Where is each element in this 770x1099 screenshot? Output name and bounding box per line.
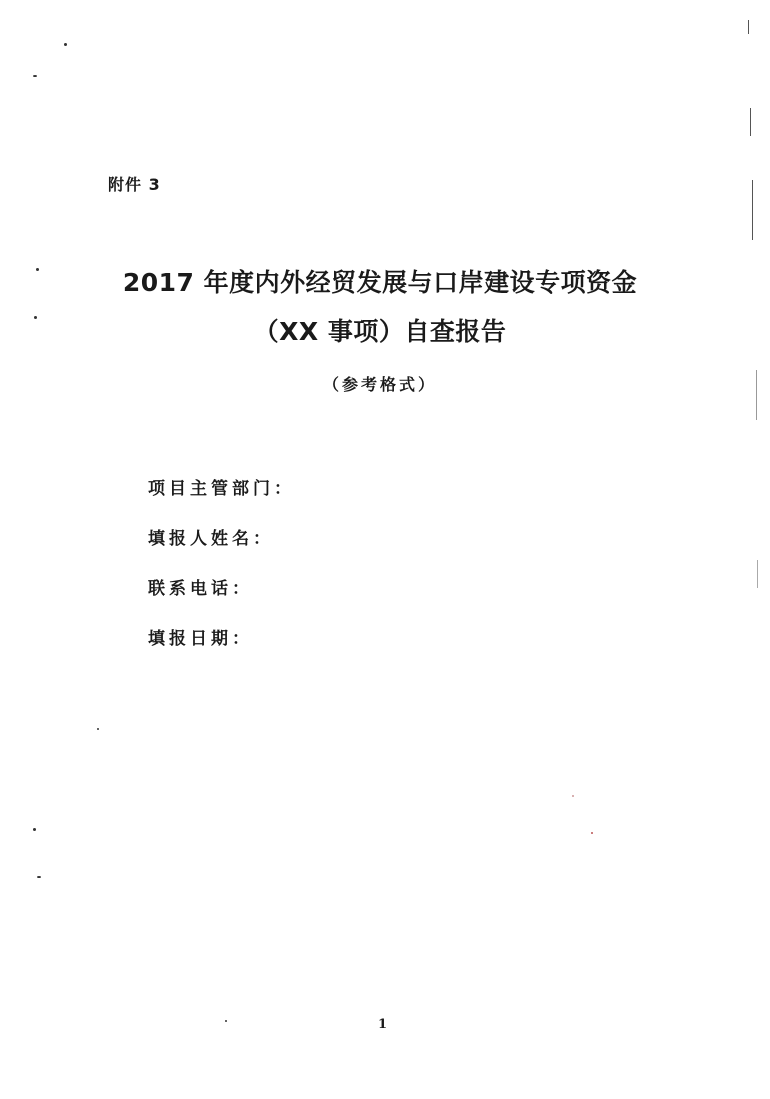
scan-speck (34, 316, 37, 319)
scan-speck (591, 832, 593, 834)
field-date-label: 填报日期： (148, 629, 253, 649)
scan-edge-line (748, 20, 749, 34)
attachment-label: 附件 3 (108, 175, 161, 194)
scan-speck (97, 728, 99, 730)
scan-edge-line (750, 108, 751, 136)
scan-edge-line (756, 370, 757, 420)
scan-edge-line (752, 180, 753, 240)
scan-speck (64, 43, 67, 46)
scan-speck (572, 795, 574, 797)
page-number: 1 (378, 1017, 388, 1032)
scan-speck (37, 876, 41, 878)
scan-speck (36, 268, 39, 271)
scan-edge-line (757, 560, 758, 588)
scan-speck (33, 828, 36, 831)
field-filler-name-label: 填报人姓名： (148, 529, 274, 549)
field-department-label: 项目主管部门： (148, 479, 295, 499)
field-phone-label: 联系电话： (148, 579, 253, 599)
report-title-line-1: 2017 年度内外经贸发展与口岸建设专项资金 (122, 268, 638, 297)
scan-speck (225, 1020, 227, 1022)
report-title-line-2: （XX 事项）自查报告 (253, 317, 507, 346)
scan-speck (33, 75, 37, 77)
report-subtitle: （参考格式） (322, 375, 437, 394)
